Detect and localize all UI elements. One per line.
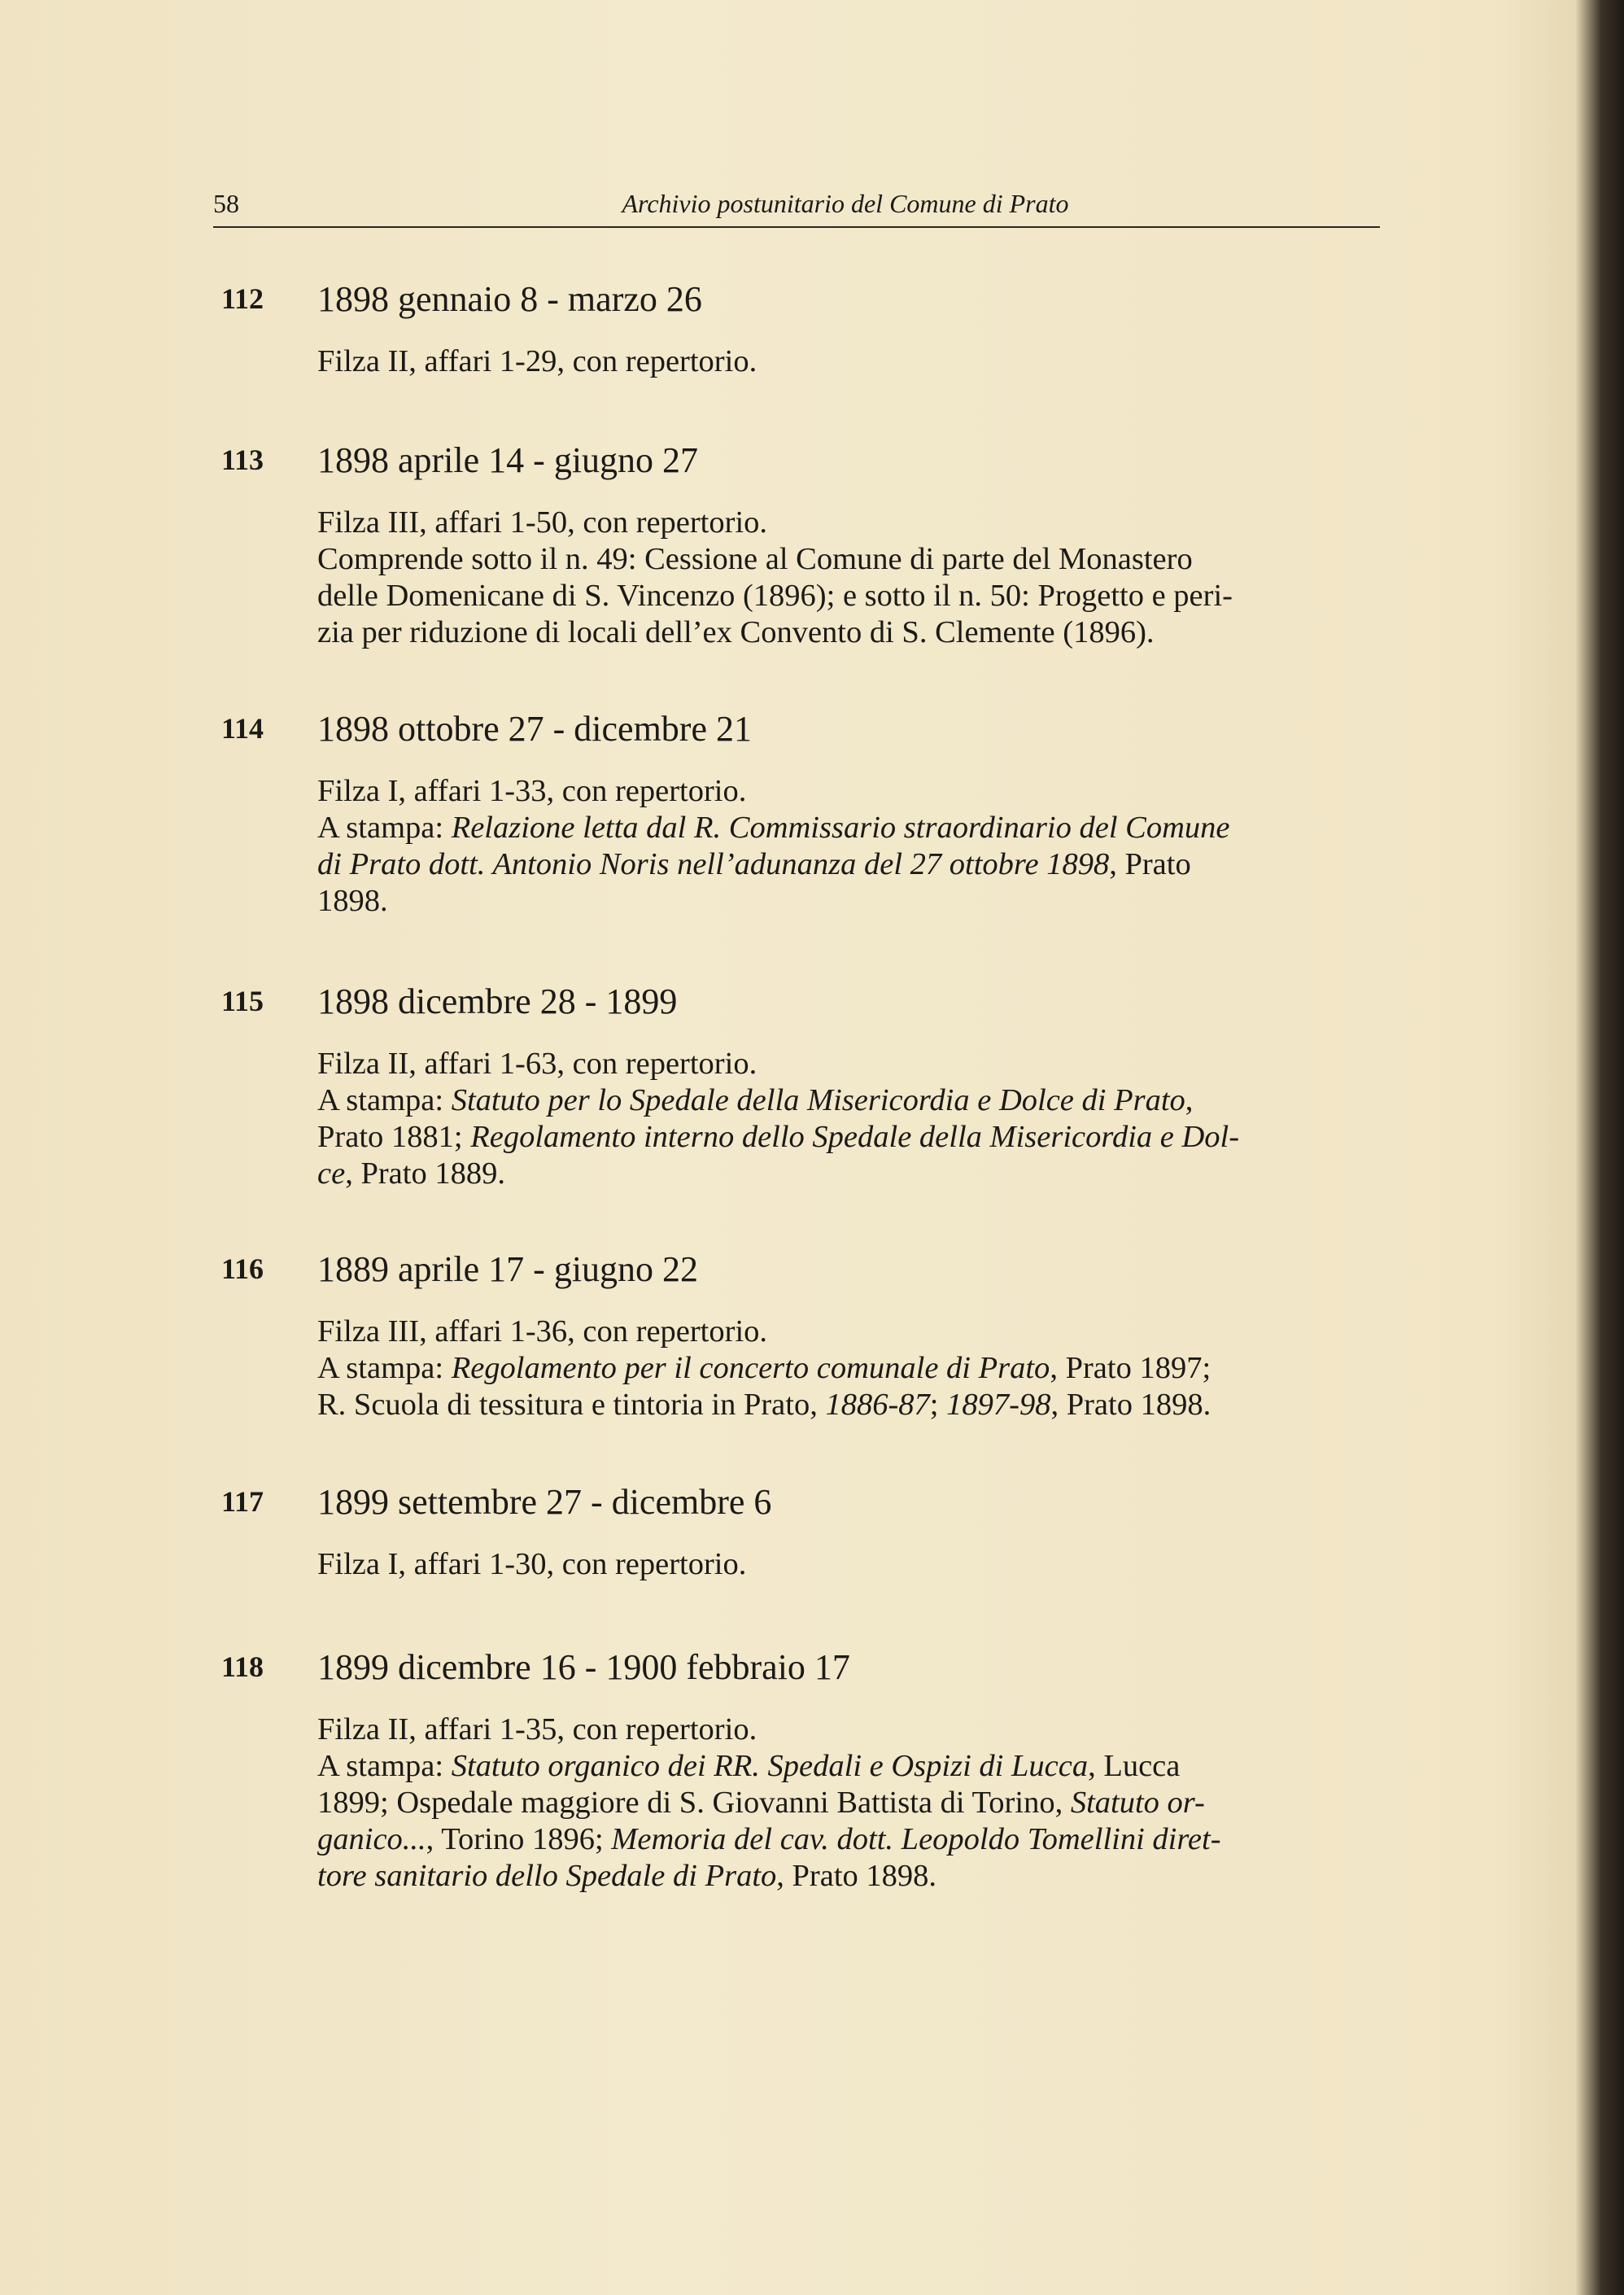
entry-description-line: ce, Prato 1889. <box>317 1156 505 1191</box>
entry-description-line: A stampa: Relazione letta dal R. Commissario straordinario del Comune <box>317 811 1230 845</box>
entry-description-line: Filza II, affari 1-63, con repertorio. <box>317 1047 757 1081</box>
entry-description-line: R. Scuola di tessitura e tintoria in Prato, 1886-87; 1897-98, Prato 1898. <box>317 1388 1211 1422</box>
entry-number: 115 <box>221 985 264 1017</box>
entry-date: 1898 ottobre 27 - dicembre 21 <box>317 709 752 749</box>
entry-description-line: Filza II, affari 1-29, con repertorio. <box>317 344 757 378</box>
entry-description-line: A stampa: Statuto organico dei RR. Spedali e Ospizi di Lucca, Lucca <box>317 1749 1181 1783</box>
entry-number: 112 <box>221 282 264 315</box>
entry-description-line: Filza III, affari 1-50, con repertorio. <box>317 505 768 540</box>
entry-description-line: 1898. <box>317 884 388 918</box>
entry-description-line: zia per riduzione di locali dell’ex Convento di S. Clemente (1896). <box>317 615 1155 649</box>
entry-number: 113 <box>221 444 264 476</box>
running-header <box>213 186 1380 228</box>
entry-description-line: A stampa: Regolamento per il concerto comunale di Prato, Prato 1897; <box>317 1351 1211 1385</box>
entry-description-line: di Prato dott. Antonio Noris nell’adunanza del 27 ottobre 1898, Prato <box>317 847 1191 881</box>
entry-description-line: Filza I, affari 1-30, con repertorio. <box>317 1547 747 1581</box>
inventory-entry <box>213 438 1489 651</box>
entry-date: 1899 dicembre 16 - 1900 febbraio 17 <box>317 1647 850 1687</box>
entry-date: 1899 settembre 27 - dicembre 6 <box>317 1482 772 1522</box>
inventory-entry <box>213 1645 1489 1895</box>
entry-description-line: A stampa: Statuto per lo Spedale della Misericordia e Dolce di Prato, <box>317 1083 1194 1117</box>
inventory-entry <box>213 979 1489 1192</box>
entry-number: 114 <box>221 712 264 745</box>
inventory-entry <box>213 1480 1489 1583</box>
entry-number: 117 <box>221 1485 264 1518</box>
entry-description-line: Comprende sotto il n. 49: Cessione al Comune di parte del Monastero <box>317 542 1193 576</box>
entry-number: 118 <box>221 1650 264 1683</box>
entry-description-line: Prato 1881; Regolamento interno dello Spedale della Misericordia e Dol- <box>317 1120 1240 1154</box>
inventory-entry <box>213 1247 1489 1423</box>
entry-description-line: delle Domenicane di S. Vincenzo (1896); e sotto il n. 50: Progetto e peri- <box>317 579 1233 613</box>
entry-description-line: 1899; Ospedale maggiore di S. Giovanni Battista di Torino, Statuto or- <box>317 1786 1205 1820</box>
entry-description-line: tore sanitario dello Spedale di Prato, Prato 1898. <box>317 1859 937 1893</box>
entry-date: 1889 aprile 17 - giugno 22 <box>317 1249 699 1289</box>
entry-date: 1898 dicembre 28 - 1899 <box>317 981 678 1021</box>
entry-date: 1898 aprile 14 - giugno 27 <box>317 440 699 480</box>
entry-description-line: Filza II, affari 1-35, con repertorio. <box>317 1712 757 1746</box>
inventory-entry <box>213 277 1489 380</box>
entry-description-line: Filza III, affari 1-36, con repertorio. <box>317 1314 768 1349</box>
inventory-entry <box>213 706 1489 920</box>
entry-description-line: ganico..., Torino 1896; Memoria del cav. dott. Leopoldo Tomellini diret- <box>317 1822 1221 1856</box>
page-number: 58 <box>213 189 239 218</box>
entry-date: 1898 gennaio 8 - marzo 26 <box>317 279 702 319</box>
entry-description-line: Filza I, affari 1-33, con repertorio. <box>317 774 747 808</box>
running-title: Archivio postunitario del Comune di Prato <box>622 189 1069 218</box>
entry-number: 116 <box>221 1252 264 1285</box>
